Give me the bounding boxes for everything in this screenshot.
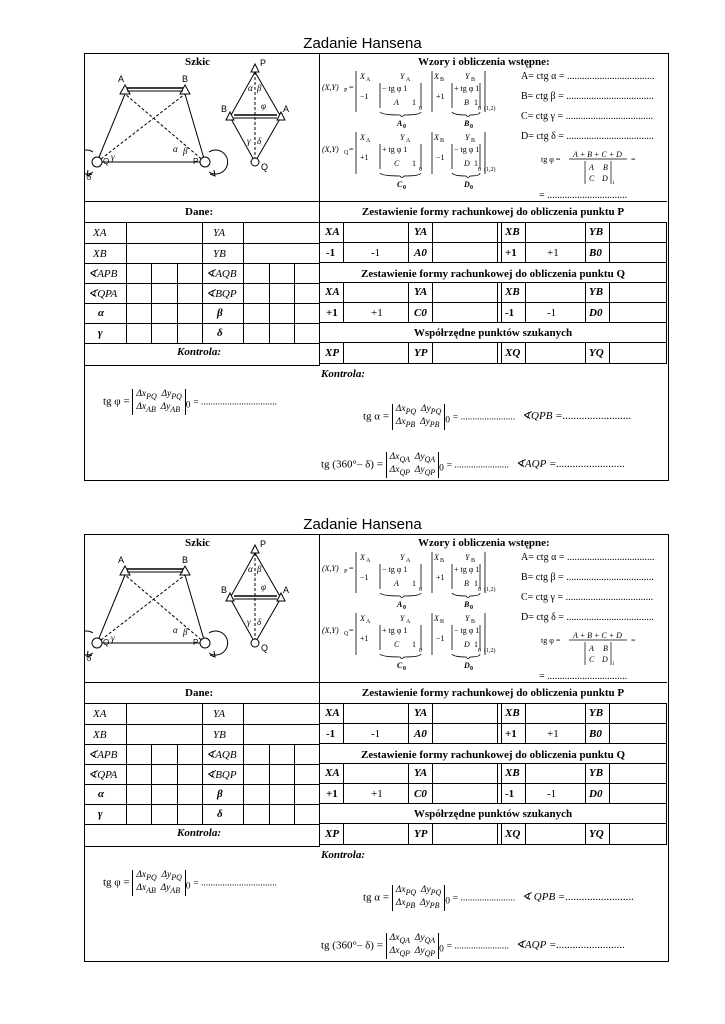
svg-text:+ tg φ 1: + tg φ 1 xyxy=(454,84,480,93)
svg-text:Q: Q xyxy=(344,631,349,637)
formulas-title: Wzory i obliczenia wstępne: xyxy=(418,537,550,549)
svg-text:γ: γ xyxy=(111,152,115,162)
svg-text:γ: γ xyxy=(247,617,251,627)
svg-text:X: X xyxy=(360,553,365,562)
ctg-c-line: C= ctg γ = ................................... xyxy=(521,592,654,603)
svg-text:B: B xyxy=(440,558,445,564)
ctg-definitions xyxy=(521,72,654,152)
svg-text:α: α xyxy=(173,144,178,154)
point-a-marker xyxy=(120,566,130,575)
ctg-d-line: D= ctg δ = ................................... xyxy=(521,612,654,623)
svg-text:X: X xyxy=(360,614,365,623)
svg-text:B: B xyxy=(471,558,476,564)
determinant-formulas xyxy=(320,549,520,679)
dane-bqp: ∢BQP xyxy=(206,769,237,781)
svg-text:C: C xyxy=(394,640,400,649)
q-head-xb: XB xyxy=(505,286,520,298)
svg-text:D: D xyxy=(464,661,470,670)
p-val-b0: B0 xyxy=(589,728,602,740)
svg-text:A: A xyxy=(589,163,594,172)
svg-text:Y: Y xyxy=(400,614,405,623)
ctg-definitions xyxy=(521,553,654,633)
p-val-a0: A0 xyxy=(414,247,427,259)
q-head-xa: XA xyxy=(325,286,340,298)
svg-text:φ: φ xyxy=(261,101,266,111)
coords-title: Współrzędne punktów szukanych xyxy=(413,808,573,820)
svg-text:A + B + C + D: A + B + C + D xyxy=(573,150,622,159)
svg-text:Q: Q xyxy=(103,638,110,647)
hansen-form xyxy=(84,53,669,481)
dane-delta: δ xyxy=(217,327,223,339)
svg-text:+1: +1 xyxy=(360,153,369,162)
determinant-formulas xyxy=(320,68,520,198)
svg-text:0: 0 xyxy=(419,167,422,173)
tg-alpha-check: tg $\alpha = \Delta x_{PQ}$ $\Delta y_{PQ}$ $\Delta x_{PB}$ $\Delta y_{PB}$ $_0$ = ....................... ∢ QPB =......................... xyxy=(363,885,635,910)
svg-text:δ: δ xyxy=(87,172,92,182)
svg-text:B: B xyxy=(464,98,469,107)
svg-text:P: P xyxy=(344,88,348,94)
svg-text:(X,Y): (X,Y) xyxy=(322,83,339,92)
p-val-b0: B0 xyxy=(589,247,602,259)
p-val-2: -1 xyxy=(371,247,381,259)
svg-text:B: B xyxy=(440,619,445,625)
coord-xq: XQ xyxy=(505,828,521,840)
p-val-a0: A0 xyxy=(414,728,427,740)
svg-text:γ: γ xyxy=(247,136,251,146)
p-head-xb: XB xyxy=(505,226,520,238)
p-head-xb: XB xyxy=(505,707,520,719)
svg-text:−1: −1 xyxy=(436,153,445,162)
svg-text:(1,2): (1,2) xyxy=(484,167,496,173)
svg-text:Q: Q xyxy=(344,150,349,156)
dane-ya: YA xyxy=(213,227,226,239)
p-head-ya: YA xyxy=(414,707,428,719)
svg-text:0: 0 xyxy=(478,648,481,654)
dane-xb: XB xyxy=(93,729,107,741)
p-val-1: -1 xyxy=(326,728,336,740)
dane-table xyxy=(85,703,319,825)
p-head-yb: YB xyxy=(589,226,604,238)
dane-title: Dane: xyxy=(185,687,214,699)
coord-yp: YP xyxy=(414,828,428,840)
p-val-1: -1 xyxy=(326,247,336,259)
svg-text:β: β xyxy=(257,564,262,574)
tg-phi-check: tg $\varphi = \Delta x_{PQ}$ $\Delta y_{PQ}$ $\Delta x_{AB}$ $\Delta y_{AB}$ $_0$ = ................................ xyxy=(103,870,278,895)
svg-text:+ tg φ 1: + tg φ 1 xyxy=(382,626,408,635)
point-a-marker xyxy=(120,85,130,94)
q-head-yb: YB xyxy=(589,767,604,779)
svg-text:A: A xyxy=(406,558,411,564)
dane-xa: XA xyxy=(93,708,107,720)
p-val-4: +1 xyxy=(547,728,559,740)
svg-text:β: β xyxy=(183,146,188,156)
svg-text:+1: +1 xyxy=(436,92,445,101)
svg-text:B: B xyxy=(464,579,469,588)
svg-text:B: B xyxy=(471,619,476,625)
dane-qpa: ∢QPA xyxy=(88,288,118,300)
svg-text:α: α xyxy=(248,564,253,574)
svg-text:A: A xyxy=(283,104,290,114)
svg-text:P: P xyxy=(344,569,348,575)
dane-gamma: γ xyxy=(98,808,103,820)
svg-text:Y: Y xyxy=(465,133,470,142)
ctg-b-line: B= ctg β = ................................... xyxy=(521,91,654,102)
dane-aqb: ∢AQB xyxy=(206,268,237,280)
svg-text:(1,2): (1,2) xyxy=(484,106,496,112)
sketch-title: Szkic xyxy=(185,56,211,68)
svg-text:0: 0 xyxy=(403,124,406,130)
svg-text:tg φ =: tg φ = xyxy=(541,155,561,164)
dane-ya: YA xyxy=(213,708,226,720)
svg-text:A: A xyxy=(366,77,371,83)
svg-text:− tg φ 1: − tg φ 1 xyxy=(382,84,408,93)
svg-text:− tg φ 1: − tg φ 1 xyxy=(382,565,408,574)
svg-text:=: = xyxy=(349,83,354,92)
sketch-title: Szkic xyxy=(185,537,211,549)
dane-alpha: α xyxy=(98,788,105,800)
coord-xp: XP xyxy=(325,828,340,840)
svg-text:α: α xyxy=(248,83,253,93)
dane-alpha: α xyxy=(98,307,105,319)
svg-text:X: X xyxy=(434,133,439,142)
svg-text:0: 0 xyxy=(478,167,481,173)
ctg-a-line: A= ctg α = ................................... xyxy=(521,552,655,563)
coord-yp: YP xyxy=(414,347,428,359)
svg-text:1: 1 xyxy=(412,98,416,107)
q-val-1: +1 xyxy=(326,788,338,800)
svg-text:B: B xyxy=(471,138,476,144)
svg-text:A: A xyxy=(283,585,290,595)
svg-text:B: B xyxy=(182,74,189,84)
svg-text:Q: Q xyxy=(103,157,110,166)
kontrola-left: Kontrola: xyxy=(177,346,222,358)
svg-text:X: X xyxy=(434,72,439,81)
q-val-1: +1 xyxy=(326,307,338,319)
svg-text:0: 0 xyxy=(419,587,422,593)
q-head-ya: YA xyxy=(414,767,428,779)
svg-text:α: α xyxy=(173,625,178,635)
svg-text:δ: δ xyxy=(257,136,262,146)
svg-text:B: B xyxy=(471,77,476,83)
ctg-b-line: B= ctg β = ................................... xyxy=(521,572,654,583)
p-val-4: +1 xyxy=(547,247,559,259)
svg-text:B: B xyxy=(182,555,189,565)
svg-text:Y: Y xyxy=(400,553,405,562)
dane-aqb: ∢AQB xyxy=(206,749,237,761)
svg-text:−1: −1 xyxy=(436,634,445,643)
point-b-marker xyxy=(180,85,190,94)
svg-text:(1,2): (1,2) xyxy=(484,648,496,654)
svg-text:A: A xyxy=(394,579,399,588)
svg-text:D: D xyxy=(464,159,470,168)
q-val-c0: C0 xyxy=(414,788,427,800)
svg-text:A: A xyxy=(366,138,371,144)
svg-text:0: 0 xyxy=(403,666,406,672)
tg-phi-check: tg $\varphi = \Delta x_{PQ}$ $\Delta y_{PQ}$ $\Delta x_{AB}$ $\Delta y_{AB}$ $_0$ = ................................ xyxy=(103,389,278,414)
dane-apb: ∢APB xyxy=(88,749,118,761)
svg-text:B: B xyxy=(603,644,608,653)
dane-qpa: ∢QPA xyxy=(88,769,118,781)
svg-text:A + B + C + D: A + B + C + D xyxy=(573,631,622,640)
svg-text:B: B xyxy=(464,600,470,609)
svg-text:0: 0 xyxy=(470,666,473,672)
q-val-3: -1 xyxy=(505,307,515,319)
ctg-a-line: A= ctg α = ................................... xyxy=(521,71,655,82)
svg-text:X: X xyxy=(434,553,439,562)
svg-text:Q: Q xyxy=(261,162,269,172)
svg-text:P: P xyxy=(260,539,267,549)
svg-text:(1,2): (1,2) xyxy=(484,587,496,593)
svg-text:− tg φ 1: − tg φ 1 xyxy=(454,145,480,154)
svg-text:X: X xyxy=(434,614,439,623)
svg-text:+1: +1 xyxy=(360,634,369,643)
svg-text:A: A xyxy=(118,74,125,84)
svg-text:A: A xyxy=(406,77,411,83)
coords-title: Współrzędne punktów szukanych xyxy=(413,327,573,339)
dane-beta: β xyxy=(217,788,223,800)
svg-text:A: A xyxy=(118,555,125,565)
svg-text:1: 1 xyxy=(612,662,615,667)
svg-text:B: B xyxy=(440,138,445,144)
svg-text:1: 1 xyxy=(474,579,478,588)
coord-yq: YQ xyxy=(589,347,604,359)
tg-alpha-check: tg $\alpha = \Delta x_{PQ}$ $\Delta y_{PQ}$ $\Delta x_{PB}$ $\Delta y_{PB}$ $_0$ = ....................... ∢QPB =......................... xyxy=(363,404,632,429)
svg-text:−1: −1 xyxy=(360,573,369,582)
q-val-2: +1 xyxy=(371,307,383,319)
dane-beta: β xyxy=(217,307,223,319)
svg-text:C: C xyxy=(397,661,403,670)
p-head-xa: XA xyxy=(325,707,340,719)
svg-text:P: P xyxy=(193,157,199,166)
svg-text:A: A xyxy=(397,600,403,609)
svg-text:B: B xyxy=(440,77,445,83)
svg-text:+ tg φ 1: + tg φ 1 xyxy=(454,565,480,574)
svg-text:tg φ =: tg φ = xyxy=(541,636,561,645)
p-val-3: +1 xyxy=(505,728,517,740)
sheet-title: Zadanie Hansena xyxy=(303,35,422,52)
dane-bqp: ∢BQP xyxy=(206,288,237,300)
sketch-diagram xyxy=(85,535,319,681)
svg-text:A: A xyxy=(394,98,399,107)
dane-apb: ∢APB xyxy=(88,268,118,280)
svg-text:D: D xyxy=(464,180,470,189)
svg-text:0: 0 xyxy=(419,648,422,654)
q-val-4: -1 xyxy=(547,307,557,319)
svg-text:1: 1 xyxy=(412,159,416,168)
svg-text:0: 0 xyxy=(478,587,481,593)
svg-text:C: C xyxy=(589,655,595,664)
svg-text:A: A xyxy=(397,119,403,128)
q-table-title: Zestawienie formy rachunkowej do obliczenia punktu Q xyxy=(360,749,625,761)
svg-text:Y: Y xyxy=(400,133,405,142)
svg-text:Y: Y xyxy=(465,72,470,81)
svg-text:D: D xyxy=(602,655,608,664)
svg-text:B: B xyxy=(221,585,228,595)
tg-phi-result: = ................................ xyxy=(539,671,628,682)
coord-yq: YQ xyxy=(589,828,604,840)
p-head-xa: XA xyxy=(325,226,340,238)
dane-yb: YB xyxy=(213,248,226,260)
q-table-title: Zestawienie formy rachunkowej do obliczenia punktu Q xyxy=(360,268,625,280)
svg-text:+1: +1 xyxy=(436,573,445,582)
svg-text:A: A xyxy=(406,619,411,625)
p-val-3: +1 xyxy=(505,247,517,259)
svg-text:0: 0 xyxy=(403,185,406,191)
calc-tables xyxy=(319,682,667,847)
p-head-ya: YA xyxy=(414,226,428,238)
svg-text:B: B xyxy=(221,104,228,114)
svg-text:=: = xyxy=(349,626,354,635)
svg-text:1: 1 xyxy=(612,181,615,186)
svg-text:P: P xyxy=(260,58,267,68)
ctg-d-line: D= ctg δ = ................................... xyxy=(521,131,654,142)
svg-text:φ: φ xyxy=(261,582,266,592)
dane-gamma: γ xyxy=(98,327,103,339)
svg-text:B: B xyxy=(603,163,608,172)
svg-text:1: 1 xyxy=(412,579,416,588)
svg-text:+ tg φ 1: + tg φ 1 xyxy=(382,145,408,154)
q-val-c0: C0 xyxy=(414,307,427,319)
svg-text:Q: Q xyxy=(261,643,269,653)
calc-tables xyxy=(319,201,667,366)
tg-360-check: tg (360°– $\delta) = \Delta x_{QA}$ $\Delta y_{QA}$ $\Delta x_{QP}$ $\Delta y_{QP}$ $_0$ = ....................... ∢AQP =......................... xyxy=(321,452,626,477)
q-head-ya: YA xyxy=(414,286,428,298)
svg-text:Y: Y xyxy=(400,72,405,81)
svg-text:=: = xyxy=(349,564,354,573)
svg-text:C: C xyxy=(589,174,595,183)
svg-text:=: = xyxy=(631,155,636,164)
q-head-xb: XB xyxy=(505,767,520,779)
svg-text:Y: Y xyxy=(465,553,470,562)
svg-text:X: X xyxy=(360,72,365,81)
svg-text:− tg φ 1: − tg φ 1 xyxy=(454,626,480,635)
svg-text:1: 1 xyxy=(474,640,478,649)
svg-text:β: β xyxy=(183,627,188,637)
svg-text:1: 1 xyxy=(474,98,478,107)
svg-text:0: 0 xyxy=(470,124,473,130)
svg-text:A: A xyxy=(406,138,411,144)
svg-text:(X,Y): (X,Y) xyxy=(322,626,339,635)
svg-text:A: A xyxy=(589,644,594,653)
q-val-2: +1 xyxy=(371,788,383,800)
p-table-title: Zestawienie formy rachunkowej do obliczenia punktu P xyxy=(361,687,625,699)
svg-text:P: P xyxy=(193,638,199,647)
q-val-d0: D0 xyxy=(589,788,603,800)
svg-text:B: B xyxy=(464,119,470,128)
svg-text:1: 1 xyxy=(474,159,478,168)
q-val-3: -1 xyxy=(505,788,515,800)
svg-text:(X,Y): (X,Y) xyxy=(322,564,339,573)
dane-xb: XB xyxy=(93,248,107,260)
svg-text:A: A xyxy=(366,619,371,625)
kontrola-right: Kontrola: xyxy=(321,368,366,380)
coord-xq: XQ xyxy=(505,347,521,359)
coord-xp: XP xyxy=(325,347,340,359)
svg-text:0: 0 xyxy=(419,106,422,112)
p-table-title: Zestawienie formy rachunkowej do obliczenia punktu P xyxy=(361,206,625,218)
tg-phi-result: = ................................ xyxy=(539,190,628,201)
q-val-4: -1 xyxy=(547,788,557,800)
sketch-diagram xyxy=(85,54,319,200)
p-head-yb: YB xyxy=(589,707,604,719)
svg-text:C: C xyxy=(397,180,403,189)
svg-text:1: 1 xyxy=(412,640,416,649)
svg-text:0: 0 xyxy=(478,106,481,112)
svg-text:0: 0 xyxy=(470,605,473,611)
kontrola-left: Kontrola: xyxy=(177,827,222,839)
kontrola-right: Kontrola: xyxy=(321,849,366,861)
svg-text:=: = xyxy=(349,145,354,154)
dane-yb: YB xyxy=(213,729,226,741)
svg-text:δ: δ xyxy=(87,653,92,663)
svg-text:γ: γ xyxy=(111,633,115,643)
ctg-c-line: C= ctg γ = ................................... xyxy=(521,111,654,122)
q-val-d0: D0 xyxy=(589,307,603,319)
p-val-2: -1 xyxy=(371,728,381,740)
svg-text:δ: δ xyxy=(257,617,262,627)
svg-text:(X,Y): (X,Y) xyxy=(322,145,339,154)
svg-text:A: A xyxy=(366,558,371,564)
dane-delta: δ xyxy=(217,808,223,820)
q-head-yb: YB xyxy=(589,286,604,298)
q-head-xa: XA xyxy=(325,767,340,779)
svg-text:D: D xyxy=(464,640,470,649)
svg-text:Y: Y xyxy=(465,614,470,623)
dane-table xyxy=(85,222,319,344)
svg-text:0: 0 xyxy=(470,185,473,191)
hansen-form xyxy=(84,534,669,962)
svg-text:−1: −1 xyxy=(360,92,369,101)
sheet-title: Zadanie Hansena xyxy=(303,516,422,533)
svg-text:C: C xyxy=(394,159,400,168)
svg-text:D: D xyxy=(602,174,608,183)
formulas-title: Wzory i obliczenia wstępne: xyxy=(418,56,550,68)
point-b-marker xyxy=(180,566,190,575)
dane-title: Dane: xyxy=(185,206,214,218)
svg-text:=: = xyxy=(631,636,636,645)
tg-360-check: tg (360°– $\delta) = \Delta x_{QA}$ $\Delta y_{QA}$ $\Delta x_{QP}$ $\Delta y_{QP}$ $_0$ = ....................... ∢AQP =......................... xyxy=(321,933,626,958)
svg-text:β: β xyxy=(257,83,262,93)
dane-xa: XA xyxy=(93,227,107,239)
svg-text:0: 0 xyxy=(403,605,406,611)
svg-text:X: X xyxy=(360,133,365,142)
